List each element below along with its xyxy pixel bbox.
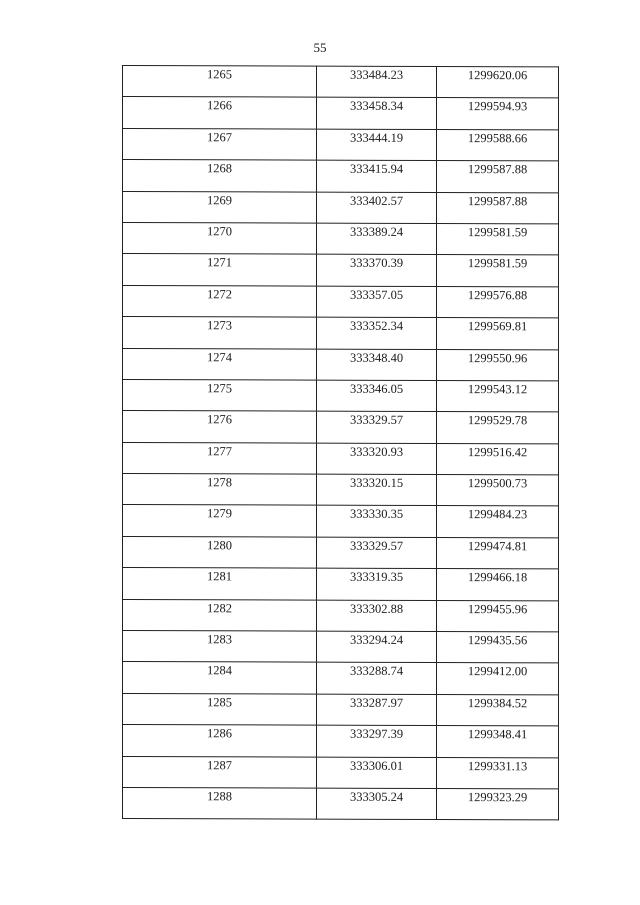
x-coordinate-cell <box>317 129 437 161</box>
y-coordinate-cell <box>437 318 559 350</box>
point-number-cell <box>123 285 317 317</box>
y-coordinate-cell <box>437 443 559 475</box>
point-number-cell <box>123 442 317 474</box>
x-coordinate-cell <box>317 568 437 600</box>
cell-value: 333305.24 <box>349 789 404 804</box>
table-row <box>123 693 559 726</box>
cell-value: 1299569.81 <box>467 319 528 334</box>
table-body <box>123 66 559 821</box>
point-number-cell <box>123 160 317 192</box>
cell-value: 1299500.73 <box>467 476 528 491</box>
x-coordinate-cell <box>317 506 437 538</box>
table-row <box>123 66 559 99</box>
y-coordinate-cell <box>437 286 559 318</box>
cell-value: 1299576.88 <box>467 287 528 303</box>
cell-value: 1275 <box>207 381 232 396</box>
cell-value: 1266 <box>207 98 232 113</box>
cell-value: 333444.19 <box>349 130 404 145</box>
cell-value: 1270 <box>207 224 232 239</box>
y-coordinate-cell <box>437 380 559 412</box>
cell-value: 1299484.23 <box>467 507 528 522</box>
cell-value: 1299474.81 <box>467 538 528 554</box>
cell-value: 1281 <box>207 569 232 584</box>
point-number-cell <box>123 317 317 349</box>
cell-value: 333329.57 <box>349 413 404 428</box>
cell-value: 1299529.78 <box>467 413 528 428</box>
point-number-cell <box>123 348 317 380</box>
x-coordinate-cell <box>317 317 437 349</box>
cell-value: 333458.34 <box>349 99 404 114</box>
cell-value: 333306.01 <box>349 758 404 773</box>
table-row <box>123 536 559 569</box>
x-coordinate-cell <box>317 411 437 443</box>
y-coordinate-cell <box>437 726 559 758</box>
cell-value: 1299550.96 <box>467 350 528 365</box>
cell-value: 1288 <box>207 789 232 804</box>
table-row <box>123 725 559 758</box>
y-coordinate-cell <box>437 757 559 789</box>
cell-value: 1299588.66 <box>467 130 528 146</box>
x-coordinate-cell <box>317 663 437 695</box>
table-row <box>123 191 559 224</box>
cell-value: 1285 <box>207 695 232 710</box>
y-coordinate-cell <box>437 66 559 98</box>
table-row <box>123 787 559 820</box>
y-coordinate-cell <box>437 632 559 664</box>
cell-value: 333288.74 <box>349 664 404 679</box>
cell-value: 1299581.59 <box>467 225 528 240</box>
point-number-cell <box>123 787 317 819</box>
cell-value: 333320.93 <box>349 444 404 459</box>
point-number-cell <box>123 97 317 129</box>
point-number-cell <box>123 66 317 98</box>
x-coordinate-cell <box>317 254 437 286</box>
cell-value: 1279 <box>207 506 232 521</box>
cell-value: 1299594.93 <box>467 99 528 114</box>
cell-value: 1287 <box>207 757 232 772</box>
cell-value: 1299516.42 <box>467 444 528 459</box>
table-row <box>123 505 559 538</box>
cell-value: 1299581.59 <box>467 256 528 271</box>
cell-value: 1276 <box>207 412 232 427</box>
cell-value: 333389.24 <box>349 224 404 239</box>
point-number-cell <box>123 128 317 160</box>
cell-value: 333346.05 <box>349 381 404 396</box>
cell-value: 1282 <box>207 600 232 615</box>
x-coordinate-cell <box>317 631 437 663</box>
point-number-cell <box>123 662 317 694</box>
cell-value: 1268 <box>207 161 232 176</box>
x-coordinate-cell <box>317 537 437 569</box>
point-number-cell <box>123 568 317 600</box>
cell-value: 1299620.06 <box>467 68 528 83</box>
table-row <box>123 160 559 193</box>
cell-value: 1271 <box>207 255 232 270</box>
table-row <box>123 631 559 664</box>
point-number-cell <box>123 756 317 788</box>
cell-value: 333348.40 <box>349 350 404 365</box>
cell-value: 1272 <box>207 287 232 302</box>
cell-value: 1267 <box>207 130 232 145</box>
x-coordinate-cell <box>317 600 437 632</box>
point-number-cell <box>123 254 317 286</box>
y-coordinate-cell <box>437 694 559 726</box>
table-row <box>123 254 559 287</box>
table-row <box>123 599 559 632</box>
cell-value: 1269 <box>207 192 232 207</box>
cell-value: 1299466.18 <box>467 570 528 585</box>
cell-value: 1299412.00 <box>467 664 528 679</box>
y-coordinate-cell <box>437 129 559 161</box>
y-coordinate-cell <box>437 349 559 381</box>
x-coordinate-cell <box>317 443 437 475</box>
point-number-cell <box>123 411 317 443</box>
cell-value: 1299323.29 <box>467 790 528 805</box>
x-coordinate-cell <box>317 66 437 98</box>
cell-value: 1277 <box>207 443 232 459</box>
cell-value: 1274 <box>207 349 232 364</box>
cell-value: 333352.34 <box>349 318 404 334</box>
table-row <box>123 568 559 601</box>
table-row <box>123 128 559 161</box>
cell-value: 333320.15 <box>349 475 404 490</box>
cell-value: 333415.94 <box>349 161 404 177</box>
cell-value: 1273 <box>207 318 232 333</box>
x-coordinate-cell <box>317 349 437 381</box>
y-coordinate-cell <box>437 663 559 695</box>
cell-value: 1299455.96 <box>467 601 528 616</box>
cell-value: 333319.35 <box>349 569 404 585</box>
x-coordinate-cell <box>317 757 437 789</box>
x-coordinate-cell <box>317 694 437 726</box>
cell-value: 1299543.12 <box>467 381 528 397</box>
cell-value: 333287.97 <box>349 695 404 710</box>
table-row <box>123 317 559 350</box>
x-coordinate-cell <box>317 192 437 224</box>
point-number-cell <box>123 474 317 506</box>
cell-value: 1280 <box>207 538 232 553</box>
cell-value: 1286 <box>207 726 232 741</box>
table-row <box>123 411 559 444</box>
cell-value: 333370.39 <box>349 256 404 271</box>
table-row <box>123 662 559 695</box>
cell-value: 1278 <box>207 475 232 490</box>
y-coordinate-cell <box>437 537 559 569</box>
point-number-cell <box>123 725 317 757</box>
point-number-cell <box>123 536 317 568</box>
cell-value: 333294.24 <box>349 632 404 647</box>
point-number-cell <box>123 191 317 223</box>
cell-value: 333297.39 <box>349 726 404 742</box>
y-coordinate-cell <box>437 223 559 255</box>
table-row <box>123 379 559 412</box>
cell-value: 1299348.41 <box>467 727 528 742</box>
x-coordinate-cell <box>317 160 437 192</box>
cell-value: 1283 <box>207 632 232 647</box>
x-coordinate-cell <box>317 474 437 506</box>
y-coordinate-cell <box>437 192 559 224</box>
coordinates-table <box>122 65 559 821</box>
x-coordinate-cell <box>317 98 437 130</box>
y-coordinate-cell <box>437 506 559 538</box>
cell-value: 1299331.13 <box>467 758 528 773</box>
table-row <box>123 285 559 318</box>
cell-value: 1265 <box>207 67 232 82</box>
cell-value: 333357.05 <box>349 287 404 302</box>
point-number-cell <box>123 599 317 631</box>
table-row <box>123 442 559 475</box>
cell-value: 333302.88 <box>349 601 404 616</box>
table-row <box>123 756 559 789</box>
y-coordinate-cell <box>437 412 559 444</box>
x-coordinate-cell <box>317 788 437 820</box>
cell-value: 1299587.88 <box>467 193 528 208</box>
cell-value: 1299587.88 <box>467 162 528 177</box>
y-coordinate-cell <box>437 255 559 287</box>
y-coordinate-cell <box>437 475 559 507</box>
cell-value: 1284 <box>207 663 232 678</box>
point-number-cell <box>123 379 317 411</box>
y-coordinate-cell <box>437 161 559 193</box>
x-coordinate-cell <box>317 223 437 255</box>
y-coordinate-cell <box>437 600 559 632</box>
point-number-cell <box>123 631 317 663</box>
y-coordinate-cell <box>437 788 559 820</box>
point-number-cell <box>123 505 317 537</box>
cell-value: 333484.23 <box>349 67 404 82</box>
table-row <box>123 474 559 507</box>
cell-value: 1299384.52 <box>467 695 528 711</box>
table-row <box>123 222 559 255</box>
table-row <box>123 348 559 381</box>
y-coordinate-cell <box>437 569 559 601</box>
cell-value: 333330.35 <box>349 507 404 522</box>
cell-value: 333329.57 <box>349 538 404 553</box>
table-row <box>123 97 559 130</box>
x-coordinate-cell <box>317 725 437 757</box>
point-number-cell <box>123 693 317 725</box>
x-coordinate-cell <box>317 380 437 412</box>
cell-value: 1299435.56 <box>467 633 528 648</box>
y-coordinate-cell <box>437 98 559 130</box>
cell-value: 333402.57 <box>349 193 404 208</box>
x-coordinate-cell <box>317 286 437 318</box>
point-number-cell <box>123 222 317 254</box>
page-number: 55 <box>313 40 327 55</box>
